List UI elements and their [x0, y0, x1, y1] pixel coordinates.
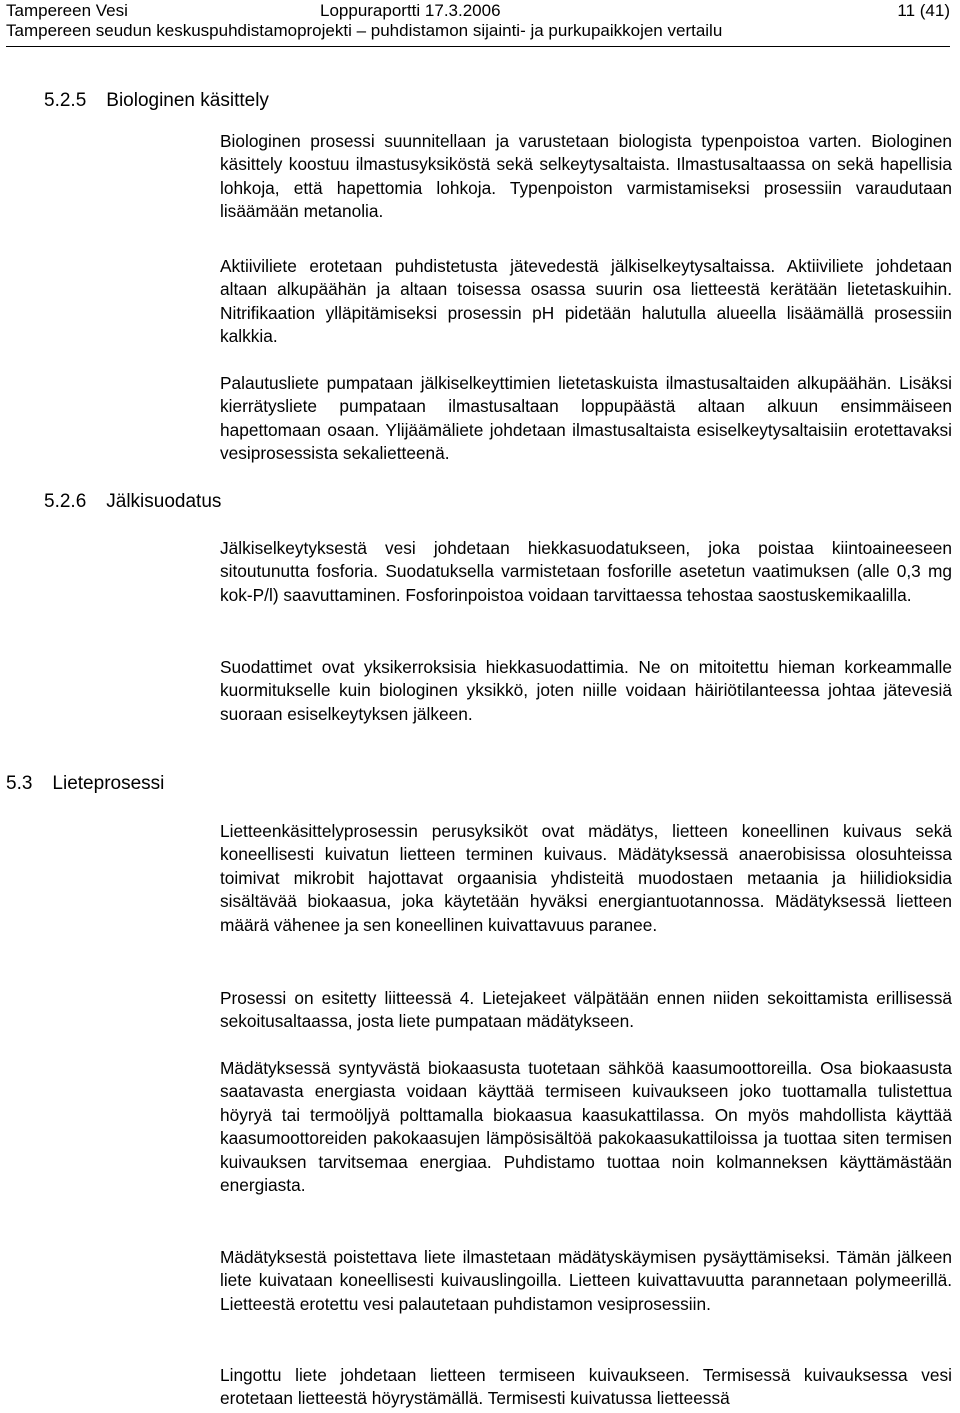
paragraph: Biologinen prosessi suunnitellaan ja varustetaan biologista typenpoistoa varten. Biologinen käsittely koostuu ilmastusyksiköstä sekä selkeytysaltaista. Ilmastusaltaassa on sekä hapellisia lohkoja, että hapettomia lohkoja. Typenpoiston varmistamiseksi prosessiin varaudutaan lisäämään metanolia. [220, 131, 952, 222]
paragraph: Suodattimet ovat yksikerroksisia hiekkasuodattimia. Ne on mitoitettu hieman korkeammalle kuormitukselle kuin biologinen yksikkö, joten niille voidaan häiriötilanteessa johtaa jätevesiä suoraan esiselkeytyksen jälkeen. [220, 657, 952, 724]
paragraph: Mädätyksestä poistettava liete ilmastetaan mädätyskäymisen pysäyttämiseksi. Tämän jälkeen liete kuivataan koneellisesti kuivauslingoilla. Lietteen kuivattavuutta parannetaan polymeerillä. Lietteestä erotettu vesi palautetaan puhdistamon vesiprosessiin. [220, 1247, 952, 1314]
section-number: 5.2.5 [44, 90, 87, 111]
header-organization: Tampereen Vesi [6, 1, 128, 20]
section-title: Biologinen käsittely [106, 90, 269, 111]
header-row-top [6, 0, 950, 21]
header-row-bottom [6, 21, 950, 42]
header-project-title: Tampereen seudun keskuspuhdistamoprojekti – puhdistamon sijainti- ja purkupaikkojen vertailu [6, 21, 723, 40]
paragraph: Prosessi on esitetty liitteessä 4. Lietejakeet välpätään ennen niiden sekoittamista erillisessä sekoitusaltaassa, josta liete pumpataan mädätykseen. [220, 988, 952, 1032]
paragraph: Lietteenkäsittelyprosessin perusyksiköt ovat mädätys, lietteen koneellinen kuivaus sekä koneellisesti kuivatun lietteen terminen kuivaus. Mädätyksessä anaerobisissa olosuhteissa toimivat mikrobit hajottavat orgaanisia yhdisteitä muodostaen metaania ja hiilidioksidia sisältävää biokaasua, joka käytetään hyväksi energiantuotannossa. Mädätyksessä lietteen määrä vähenee ja sen koneellinen kuivattavuus paranee. [220, 821, 952, 935]
section-title: Jälkisuodatus [106, 491, 222, 512]
page-header [6, 0, 950, 47]
paragraph: Mädätyksessä syntyvästä biokaasusta tuotetaan sähköä kaasumoottoreilla. Osa biokaasusta saatavasta energiasta voidaan käyttää termiseen kuivaukseen joko tuottamalla tulistettua höyryä tai termoöljyä polttamalla biokaasua kaasukattilassa. On myös mahdollista käyttää kaasumoottoreiden pakokaasujen lämpösisältöä pakokaasukattiloissa ja tuottaa siten termisen kuivauksen tarvitsemaa energiaa. Puhdistamo tuottaa noin kolmanneksen käyttämästään energiasta. [220, 1058, 952, 1196]
paragraph: Jälkiselkeytyksestä vesi johdetaan hiekkasuodatukseen, joka poistaa kiintoaineeseen sitoutunutta fosforia. Suodatuksella varmistetaan fosforille asetetun vaatimuksen (alle 0,3 mg kok-P/l) saavuttaminen. Fosforinpoistoa voidaan tarvittaessa tehostaa saostuskemikaalilla. [220, 538, 952, 605]
section-heading-5-2-5 [44, 90, 269, 112]
section-heading-5-3 [6, 773, 164, 795]
header-document-title: Loppuraportti 17.3.2006 [320, 1, 501, 20]
paragraph: Aktiiviliete erotetaan puhdistetusta jätevedestä jälkiselkeytysaltaissa. Aktiiviliete johdetaan altaan alkupäähän ja altaan toisessa osassa suurin osa lietteestä kerätään lietetaskuihin. Nitrifikaation ylläpitämiseksi prosessin pH pidetään halutulla alueella lisäämällä prosessiin kalkkia. [220, 256, 952, 347]
header-page-number: 11 (41) [897, 1, 950, 20]
section-number: 5.3 [6, 773, 33, 794]
section-heading-5-2-6 [44, 491, 221, 513]
section-number: 5.2.6 [44, 491, 87, 512]
paragraph: Lingottu liete johdetaan lietteen termiseen kuivaukseen. Termisessä kuivauksessa vesi erotetaan lietteestä höyrystämällä. Termisesti kuivatussa lietteessä [220, 1365, 952, 1409]
paragraph: Palautusliete pumpataan jälkiselkeyttimien lietetaskuista ilmastusaltaiden alkupäähän. Lisäksi kierrätysliete pumpataan ilmastusaltaan loppupäästä altaan alkuun ensimmäiseen hapettomaan osaan. Ylijäämäliete johdetaan ilmastusaltaista esiselkeytysaltaisiin erotettavaksi vesiprosessista sekalietteenä. [220, 373, 952, 464]
section-title: Lieteprosessi [52, 773, 165, 794]
